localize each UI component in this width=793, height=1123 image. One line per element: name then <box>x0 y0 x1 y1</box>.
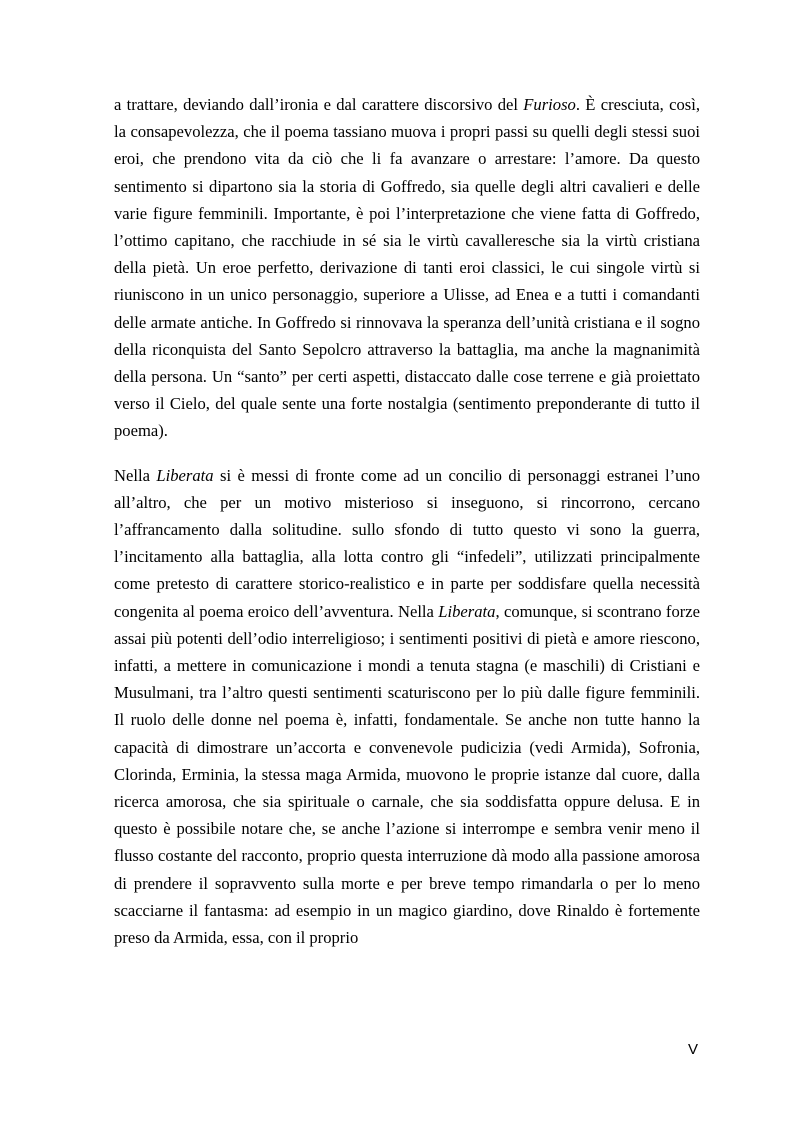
paragraph-1-title-furioso: Furioso <box>523 95 576 114</box>
document-page <box>114 91 700 951</box>
paragraph-1-text-1: a trattare, deviando dall’ironia e dal carattere discorsivo del <box>114 95 524 114</box>
paragraph-2-title-liberata-2: Liberata <box>438 601 496 621</box>
paragraph-1 <box>114 91 700 445</box>
paragraph-2-text-3: , comunque, si scontrano forze assai più potenti dell’odio interreligioso; i sentimenti positivi di pietà e amore riescono, infatti, a mettere in comunicazione i mondi a tenuta stagna (e maschili) di Cristiani e Musulmani, tra l’altro questi sentimenti scaturiscono per lo più dalle figure femminili. Il ruolo delle donne nel poema è, infatti, fondamentale. Se anche non tutte hanno la capacità di dimostrare un’accorta e convenevole pudicizia (vedi Armida), Sofronia, Clorinda, Erminia, la stessa maga Armida, muovono le proprie istanze dal cuore, dalla ricerca amorosa, che sia spirituale o carnale, che sia soddisfatta oppure delusa. E in questo è possibile notare che, se anche l’azione si interrompe e sembra venir meno il flusso costante del racconto, proprio questa interruzione dà modo alla passione amorosa di prendere il sopravvento sulla morte e per breve tempo rimandarla o per lo meno scacciarne il fantasma: ad esempio in un magico giardino, dove Rinaldo è fortemente preso da Armida, essa, con il proprio <box>114 601 700 948</box>
page-number: V <box>688 1041 699 1058</box>
paragraph-1-text-2: . È cresciuta, così, la consapevolezza, che il poema tassiano muova i propri passi su quelli degli stessi suoi eroi, che prendono vita da ciò che li fa avanzare o arrestare: l’amore. Da questo sentimento si dipartono sia la storia di Goffredo, sia quelle degli altri cavalieri e delle varie figure femminili. Importante, è poi l’interpretazione che viene fatta di Goffredo, l’ottimo capitano, che racchiude in sé sia le virtù cavalleresche sia la virtù cristiana della pietà. Un eroe perfetto, derivazione di tanti eroi classici, le cui singole virtù si riuniscono in un unico personaggio, superiore a Ulisse, ad Enea e a tutti i comandanti delle armate antiche. In Goffredo si rinnovava la speranza dell’unità cristiana e il sogno della riconquista del Santo Sepolcro attraverso la battaglia, ma anche la magnanimità della persona. Un “santo” per certi aspetti, distaccato dalle cose terrene e già proiettato verso il Cielo, del quale sente una forte nostalgia (sentimento preponderante di tutto il poema). <box>114 95 700 441</box>
paragraph-2-text-2: si è messi di fronte come ad un concilio di personaggi estranei l’uno all’altro, che per un motivo misterioso si inseguono, si rincorrono, cercano l’affrancamento dalla solitudine. sullo sfondo di tutto questo vi sono la guerra, l’incitamento alla battaglia, alla lotta contro gli “infedeli”, utilizzati principalmente come pretesto di carattere storico-realistico e in parte per soddisfare quella necessità congenita al poema eroico dell’avventura. Nella <box>114 465 700 621</box>
paragraph-2 <box>114 462 700 952</box>
paragraph-2-title-liberata-1: Liberata <box>156 465 214 485</box>
paragraph-2-text-1: Nella <box>114 465 157 485</box>
